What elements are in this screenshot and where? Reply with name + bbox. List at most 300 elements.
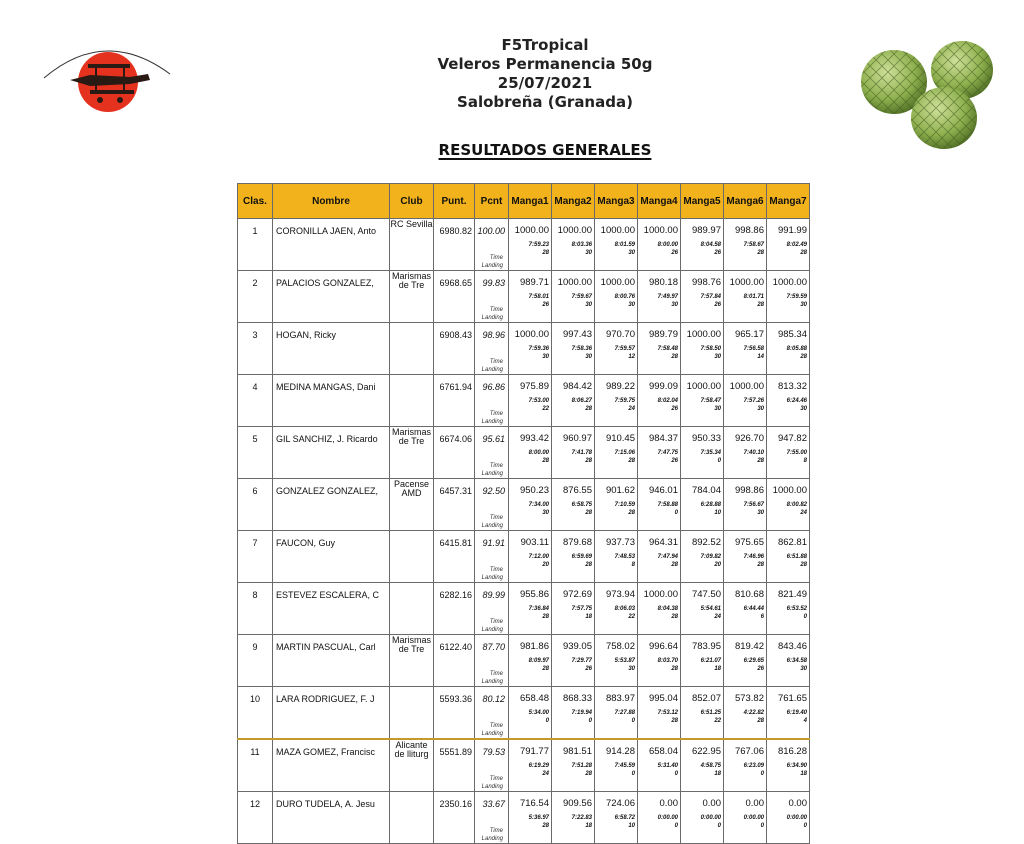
round-landing: 30 — [542, 354, 549, 360]
round-time: 7:36.84 — [528, 606, 549, 612]
round-cell — [595, 323, 638, 375]
column-header: Club — [390, 184, 434, 219]
round-cell — [595, 427, 638, 479]
round-score: 991.99 — [777, 225, 807, 236]
round-landing: 0 — [717, 458, 721, 464]
round-cell — [724, 739, 767, 792]
round-cell — [509, 792, 552, 844]
round-landing: 10 — [628, 823, 635, 829]
percent-value: 95.61 — [482, 434, 505, 444]
round-cell — [552, 739, 595, 792]
table-row — [238, 219, 810, 271]
round-landing: 26 — [671, 250, 678, 256]
round-time: 0:00.00 — [657, 815, 678, 821]
round-score: 973.94 — [605, 589, 635, 600]
position-cell: 7 — [238, 531, 273, 583]
round-landing: 26 — [671, 406, 678, 412]
round-score: 1000.00 — [686, 381, 721, 392]
round-score: 989.79 — [648, 329, 678, 340]
round-time: 7:55.00 — [786, 450, 807, 456]
percent-cell — [475, 583, 509, 635]
round-landing: 30 — [671, 302, 678, 308]
round-score: 879.68 — [562, 537, 592, 548]
club-cell: Marismas de Tre — [390, 427, 434, 479]
time-label: Time — [489, 776, 503, 782]
round-cell — [552, 531, 595, 583]
round-score: 862.81 — [777, 537, 807, 548]
round-time: 6:23.09 — [743, 763, 764, 769]
round-cell — [767, 739, 810, 792]
landing-label: Landing — [481, 731, 503, 737]
round-landing: 10 — [714, 510, 721, 516]
club-cell: Marismas de Tre — [390, 271, 434, 323]
percent-cell — [475, 739, 509, 792]
round-landing: 24 — [714, 614, 721, 620]
round-time: 8:09.97 — [528, 658, 549, 664]
round-score: 758.02 — [605, 641, 635, 652]
total-points-cell: 6761.94 — [434, 375, 475, 427]
time-label: Time — [489, 463, 503, 469]
round-score: 1000.00 — [643, 225, 678, 236]
round-time: 6:29.65 — [743, 658, 764, 664]
round-time: 5:31.40 — [657, 763, 678, 769]
club-cell — [390, 583, 434, 635]
round-score: 852.07 — [691, 693, 721, 704]
round-score: 939.05 — [562, 641, 592, 652]
round-cell — [638, 479, 681, 531]
round-score: 989.22 — [605, 381, 635, 392]
round-cell — [552, 375, 595, 427]
total-points-cell: 6457.31 — [434, 479, 475, 531]
pilot-name-cell: HOGAN, Ricky — [273, 323, 390, 375]
round-landing: 0 — [674, 510, 678, 516]
club-cell: RC Sevilla — [390, 219, 434, 271]
round-cell — [509, 583, 552, 635]
round-score: 0.00 — [745, 798, 764, 809]
pilot-name-cell: MEDINA MANGAS, Dani — [273, 375, 390, 427]
round-landing: 0 — [674, 823, 678, 829]
round-time: 7:58.36 — [571, 346, 592, 352]
column-header: Manga5 — [681, 184, 724, 219]
landing-label: Landing — [481, 836, 503, 842]
round-score: 622.95 — [691, 746, 721, 757]
round-cell — [595, 531, 638, 583]
round-score: 1000.00 — [729, 381, 764, 392]
table-row — [238, 531, 810, 583]
round-cell — [552, 635, 595, 687]
total-points-cell: 6980.82 — [434, 219, 475, 271]
round-time: 7:59.67 — [571, 294, 592, 300]
round-time: 0:00.00 — [786, 815, 807, 821]
column-header: Clas. — [238, 184, 273, 219]
round-time: 0:00.00 — [700, 815, 721, 821]
round-landing: 0 — [674, 771, 678, 777]
time-label: Time — [489, 828, 503, 834]
round-score: 975.65 — [734, 537, 764, 548]
round-cell — [767, 323, 810, 375]
round-score: 985.34 — [777, 329, 807, 340]
total-points-cell: 6122.40 — [434, 635, 475, 687]
round-time: 6:19.29 — [528, 763, 549, 769]
table-row — [238, 479, 810, 531]
percent-value: 79.53 — [482, 747, 505, 757]
round-landing: 28 — [585, 562, 592, 568]
round-cell — [767, 635, 810, 687]
round-landing: 30 — [800, 666, 807, 672]
round-time: 7:58.50 — [700, 346, 721, 352]
landing-label: Landing — [481, 679, 503, 685]
round-score: 989.71 — [519, 277, 549, 288]
column-header: Punt. — [434, 184, 475, 219]
round-cell — [509, 271, 552, 323]
round-time: 8:00.76 — [614, 294, 635, 300]
round-score: 1000.00 — [643, 589, 678, 600]
round-time: 8:03.70 — [657, 658, 678, 664]
round-cell — [509, 531, 552, 583]
round-score: 903.11 — [520, 537, 549, 548]
round-score: 998.86 — [734, 485, 764, 496]
pilot-name-cell: CORONILLA JAEN, Anto — [273, 219, 390, 271]
round-time: 7:59.36 — [528, 346, 549, 352]
position-cell: 5 — [238, 427, 273, 479]
round-landing: 28 — [671, 614, 678, 620]
round-time: 5:34.00 — [528, 710, 549, 716]
club-cell: Alicante de lliturg — [390, 739, 434, 792]
round-cell — [681, 739, 724, 792]
pilot-name-cell: DURO TUDELA, A. Jesu — [273, 792, 390, 844]
round-cell — [724, 635, 767, 687]
round-score: 989.97 — [691, 225, 721, 236]
time-label: Time — [489, 411, 503, 417]
round-cell — [638, 635, 681, 687]
round-cell — [724, 792, 767, 844]
round-time: 7:15.06 — [614, 450, 635, 456]
club-cell — [390, 323, 434, 375]
round-landing: 30 — [757, 406, 764, 412]
round-landing: 18 — [585, 823, 592, 829]
round-score: 972.69 — [562, 589, 592, 600]
round-landing: 28 — [671, 666, 678, 672]
round-landing: 26 — [585, 666, 592, 672]
round-score: 816.28 — [777, 746, 807, 757]
round-cell — [552, 479, 595, 531]
club-logo — [30, 30, 180, 130]
round-score: 995.04 — [648, 693, 678, 704]
round-landing: 0 — [588, 718, 592, 724]
round-score: 909.56 — [562, 798, 592, 809]
round-time: 7:29.77 — [571, 658, 592, 664]
round-score: 1000.00 — [557, 277, 592, 288]
round-landing: 28 — [671, 562, 678, 568]
round-cell — [681, 583, 724, 635]
round-landing: 28 — [628, 510, 635, 516]
round-score: 813.32 — [777, 381, 807, 392]
pilot-name-cell: FAUCON, Guy — [273, 531, 390, 583]
round-landing: 12 — [628, 354, 635, 360]
round-cell — [552, 271, 595, 323]
round-score: 910.45 — [605, 433, 635, 444]
percent-cell — [475, 531, 509, 583]
round-cell — [767, 271, 810, 323]
table-header-row — [238, 184, 810, 219]
round-cell — [724, 583, 767, 635]
position-cell: 3 — [238, 323, 273, 375]
round-score: 999.09 — [648, 381, 678, 392]
pilot-name-cell: GIL SANCHIZ, J. Ricardo — [273, 427, 390, 479]
round-score: 843.46 — [777, 641, 807, 652]
round-score: 1000.00 — [600, 225, 635, 236]
round-score: 984.42 — [562, 381, 592, 392]
round-landing: 30 — [714, 354, 721, 360]
round-score: 998.76 — [691, 277, 721, 288]
round-score: 1000.00 — [557, 225, 592, 236]
round-score: 970.70 — [605, 329, 635, 340]
round-time: 6:21.07 — [700, 658, 721, 664]
round-time: 8:04.38 — [657, 606, 678, 612]
round-time: 7:53.12 — [657, 710, 678, 716]
round-time: 7:47.75 — [657, 450, 678, 456]
round-landing: 30 — [628, 250, 635, 256]
round-cell — [595, 583, 638, 635]
round-score: 747.50 — [691, 589, 721, 600]
round-cell — [724, 323, 767, 375]
position-cell: 8 — [238, 583, 273, 635]
time-label: Time — [489, 307, 503, 313]
round-landing: 30 — [585, 250, 592, 256]
round-cell — [724, 427, 767, 479]
round-score: 964.31 — [648, 537, 678, 548]
round-score: 980.18 — [648, 277, 678, 288]
results-heading-text: RESULTADOS GENERALES — [438, 141, 652, 159]
round-landing: 28 — [542, 250, 549, 256]
club-cell — [390, 687, 434, 740]
event-title: F5Tropical — [501, 36, 589, 54]
round-landing: 20 — [714, 562, 721, 568]
round-cell — [638, 739, 681, 792]
round-landing: 24 — [800, 510, 807, 516]
round-landing: 24 — [628, 406, 635, 412]
total-points-cell: 5551.89 — [434, 739, 475, 792]
round-time: 7:35.34 — [700, 450, 721, 456]
round-landing: 8 — [803, 458, 807, 464]
round-landing: 18 — [714, 771, 721, 777]
percent-cell — [475, 479, 509, 531]
round-cell — [681, 323, 724, 375]
round-cell — [595, 635, 638, 687]
round-score: 767.06 — [734, 746, 764, 757]
round-score: 876.55 — [562, 485, 592, 496]
round-time: 7:57.75 — [571, 606, 592, 612]
round-landing: 28 — [585, 771, 592, 777]
round-landing: 0 — [717, 823, 721, 829]
round-score: 810.68 — [734, 589, 764, 600]
round-cell — [638, 531, 681, 583]
round-cell — [724, 375, 767, 427]
round-time: 7:19.94 — [571, 710, 592, 716]
total-points-cell: 2350.16 — [434, 792, 475, 844]
round-score: 0.00 — [702, 798, 721, 809]
round-cell — [595, 792, 638, 844]
round-time: 8:04.58 — [700, 242, 721, 248]
time-label: Time — [489, 359, 503, 365]
total-points-cell: 6674.06 — [434, 427, 475, 479]
round-time: 8:00.00 — [657, 242, 678, 248]
round-time: 8:05.88 — [786, 346, 807, 352]
round-time: 6:28.88 — [700, 502, 721, 508]
round-time: 7:51.28 — [571, 763, 592, 769]
round-time: 7:09.82 — [700, 554, 721, 560]
round-landing: 28 — [628, 458, 635, 464]
round-time: 7:59.57 — [614, 346, 635, 352]
round-cell — [638, 792, 681, 844]
round-time: 7:10.59 — [614, 502, 635, 508]
round-landing: 6 — [760, 614, 764, 620]
column-header: Nombre — [273, 184, 390, 219]
round-time: 8:02.04 — [657, 398, 678, 404]
round-landing: 8 — [631, 562, 635, 568]
round-score: 716.54 — [519, 798, 549, 809]
round-landing: 0 — [631, 718, 635, 724]
round-score: 821.49 — [777, 589, 807, 600]
round-cell — [767, 427, 810, 479]
round-time: 7:22.83 — [571, 815, 592, 821]
cherimoya-fruit-image — [858, 36, 998, 152]
round-landing: 28 — [800, 354, 807, 360]
round-cell — [509, 323, 552, 375]
round-score: 791.77 — [519, 746, 549, 757]
round-cell — [767, 219, 810, 271]
round-time: 8:06.27 — [571, 398, 592, 404]
table-row — [238, 792, 810, 844]
landing-label: Landing — [481, 367, 503, 373]
round-cell — [638, 271, 681, 323]
table-row — [238, 687, 810, 740]
landing-label: Landing — [481, 315, 503, 321]
round-score: 947.82 — [777, 433, 807, 444]
round-cell — [595, 479, 638, 531]
round-time: 6:51.88 — [786, 554, 807, 560]
round-time: 7:48.53 — [614, 554, 635, 560]
position-cell: 4 — [238, 375, 273, 427]
round-time: 6:44.44 — [743, 606, 764, 612]
round-time: 6:58.75 — [571, 502, 592, 508]
round-landing: 22 — [628, 614, 635, 620]
round-landing: 28 — [585, 458, 592, 464]
landing-label: Landing — [481, 575, 503, 581]
round-cell — [681, 375, 724, 427]
pilot-name-cell: MAZA GOMEZ, Francisc — [273, 739, 390, 792]
round-time: 6:34.58 — [786, 658, 807, 664]
club-cell: Pacense AMD — [390, 479, 434, 531]
round-time: 8:01.71 — [743, 294, 764, 300]
table-body — [238, 219, 810, 844]
round-cell — [681, 219, 724, 271]
round-landing: 28 — [671, 718, 678, 724]
column-header: Manga1 — [509, 184, 552, 219]
round-time: 8:02.49 — [786, 242, 807, 248]
round-cell — [595, 375, 638, 427]
total-points-cell: 6415.81 — [434, 531, 475, 583]
round-cell — [767, 687, 810, 740]
round-time: 6:34.90 — [786, 763, 807, 769]
round-cell — [724, 271, 767, 323]
club-cell — [390, 375, 434, 427]
round-time: 7:57.26 — [743, 398, 764, 404]
round-landing: 28 — [585, 406, 592, 412]
time-label: Time — [489, 619, 503, 625]
round-time: 7:59.75 — [614, 398, 635, 404]
pilot-name-cell: PALACIOS GONZALEZ, — [273, 271, 390, 323]
round-score: 658.48 — [519, 693, 549, 704]
round-score: 0.00 — [788, 798, 807, 809]
percent-cell — [475, 323, 509, 375]
round-score: 1000.00 — [514, 329, 549, 340]
round-score: 868.33 — [562, 693, 592, 704]
table-row — [238, 375, 810, 427]
round-score: 946.01 — [648, 485, 678, 496]
round-landing: 30 — [628, 666, 635, 672]
round-landing: 26 — [671, 458, 678, 464]
table-row — [238, 635, 810, 687]
round-time: 6:58.72 — [614, 815, 635, 821]
round-cell — [638, 219, 681, 271]
round-time: 8:00.00 — [528, 450, 549, 456]
round-time: 7:41.78 — [571, 450, 592, 456]
round-cell — [767, 792, 810, 844]
round-landing: 28 — [757, 458, 764, 464]
round-landing: 30 — [542, 510, 549, 516]
round-cell — [767, 375, 810, 427]
total-points-cell: 6282.16 — [434, 583, 475, 635]
round-landing: 18 — [585, 614, 592, 620]
landing-label: Landing — [481, 419, 503, 425]
landing-label: Landing — [481, 263, 503, 269]
round-time: 7:40.10 — [743, 450, 764, 456]
round-time: 7:57.84 — [700, 294, 721, 300]
column-header: Manga3 — [595, 184, 638, 219]
round-cell — [509, 375, 552, 427]
round-cell — [509, 739, 552, 792]
round-landing: 28 — [542, 458, 549, 464]
round-landing: 28 — [757, 302, 764, 308]
round-cell — [681, 635, 724, 687]
pilot-name-cell: ESTEVEZ ESCALERA, C — [273, 583, 390, 635]
round-landing: 26 — [542, 302, 549, 308]
round-cell — [509, 479, 552, 531]
round-landing: 26 — [757, 666, 764, 672]
round-score: 724.06 — [605, 798, 635, 809]
round-score: 975.89 — [519, 381, 549, 392]
round-landing: 0 — [760, 823, 764, 829]
round-landing: 30 — [757, 510, 764, 516]
round-cell — [509, 635, 552, 687]
round-score: 0.00 — [659, 798, 678, 809]
landing-label: Landing — [481, 471, 503, 477]
round-time: 5:36.97 — [528, 815, 549, 821]
round-landing: 30 — [800, 302, 807, 308]
position-cell: 9 — [238, 635, 273, 687]
round-time: 7:56.67 — [743, 502, 764, 508]
time-label: Time — [489, 567, 503, 573]
round-time: 7:59.23 — [528, 242, 549, 248]
round-landing: 0 — [803, 823, 807, 829]
table-row — [238, 583, 810, 635]
column-header: Manga6 — [724, 184, 767, 219]
round-landing: 30 — [585, 302, 592, 308]
round-score: 658.04 — [648, 746, 678, 757]
round-cell — [552, 687, 595, 740]
round-time: 4:58.75 — [700, 763, 721, 769]
